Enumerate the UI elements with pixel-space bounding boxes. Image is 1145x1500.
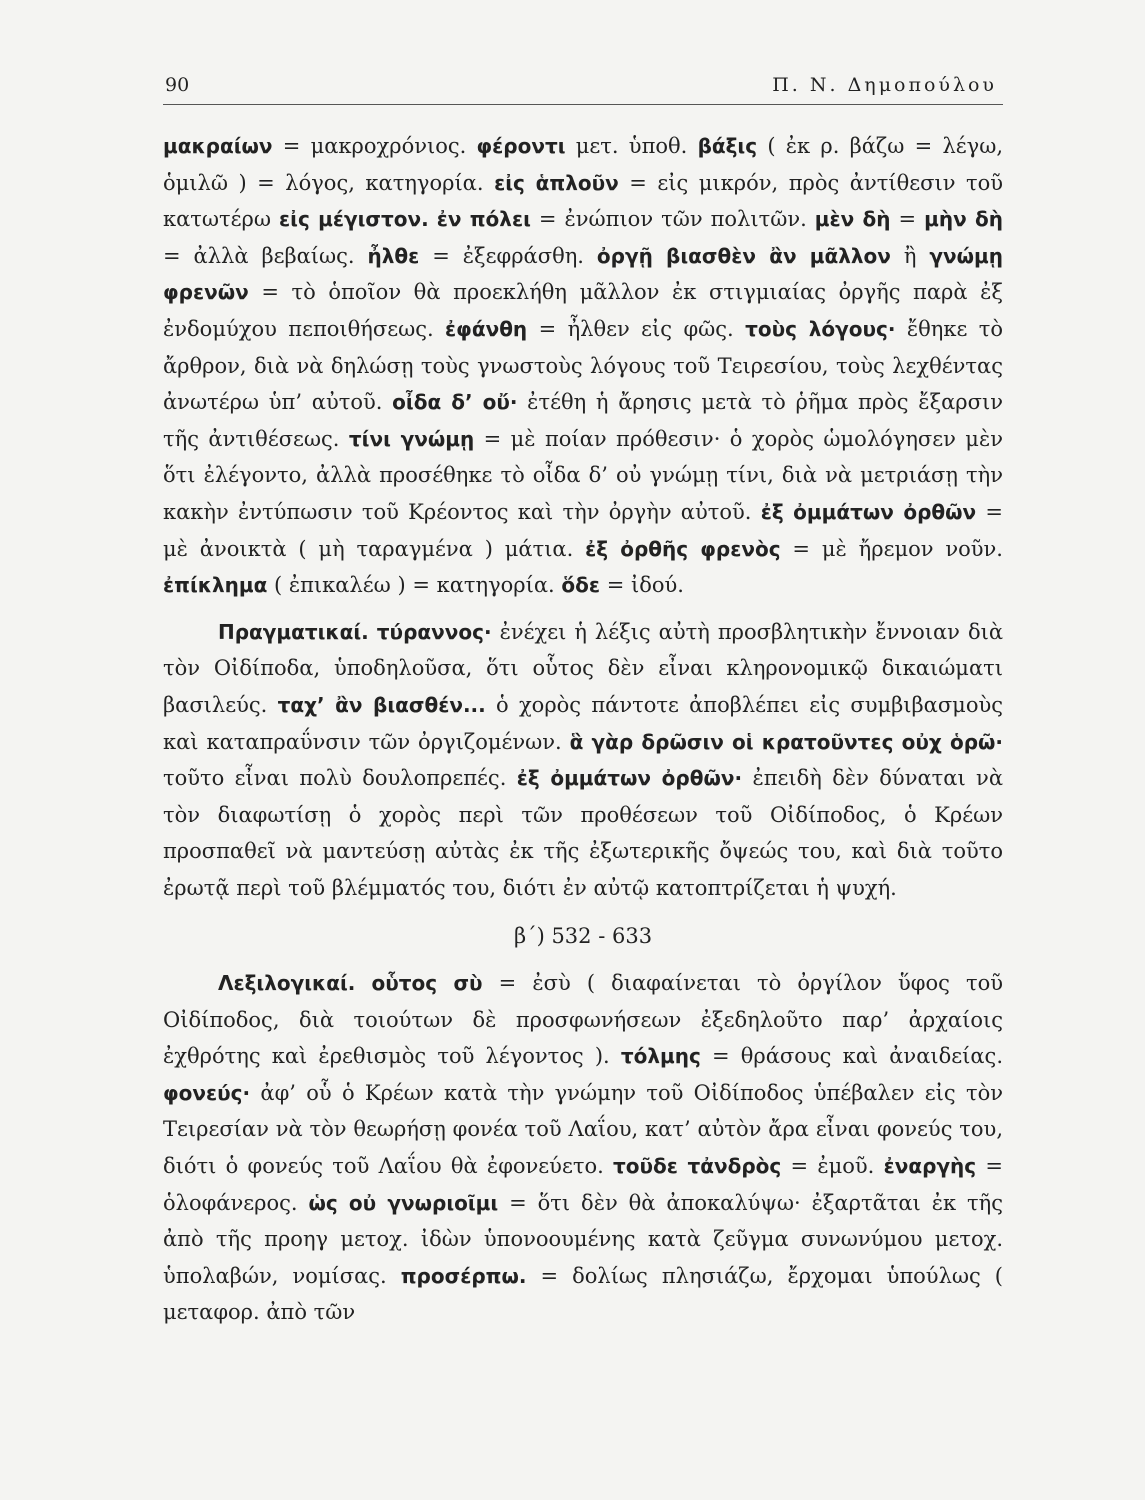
lemma: οἶδα δ’ οὔ·	[392, 390, 518, 415]
lemma: ἐφάνθη	[445, 316, 528, 341]
lemma: ὡς οὐ γνωριοῖμι	[308, 1190, 499, 1215]
lemma: ἃ γὰρ δρῶσιν οἱ κρατοῦντες οὐχ ὁρῶ·	[569, 729, 1003, 754]
lemma: προσέρπω.	[400, 1263, 527, 1288]
lemma: τύραννος·	[376, 619, 492, 644]
lemma: οὗτος σὺ	[371, 971, 483, 996]
lemma: ἐξ ὀμμάτων ὀρθῶν	[760, 499, 977, 524]
lemma: τίνι γνώμῃ	[348, 426, 475, 451]
lemma: τοῦδε τἀνδρὸς	[613, 1154, 782, 1179]
lemma: φέροντι	[476, 134, 566, 158]
lemma: ὅδε	[561, 573, 601, 598]
lemma: τόλμης	[620, 1044, 701, 1069]
lemma: φονεύς·	[163, 1080, 251, 1105]
page-number: 90	[165, 74, 190, 96]
lemma: εἰς μέγιστον.	[279, 207, 429, 232]
paragraph-glossary-1: μακραίων = μακροχρόνιος. φέροντι μετ. ὑποθ. βάξις ( ἐκ ρ. βάζω = λέγω, ὁμιλῶ ) = λόγος, κατηγορία. εἰς ἁπλοῦν = εἰς μικρόν, πρὸς ἀντίθεσιν τοῦ κατωτέρω εἰς μέγιστον. ἐν πόλει = ἐνώπιον τῶν πολιτῶν. μὲν δὴ = μὴν δὴ = ἀλλὰ βεβαίως. ἦλθε = ἐξεφράσθη. ὀργῇ βιασθὲν ἂν μᾶλλον ἢ γνώμῃ φρενῶν = τὸ ὁποῖον θὰ προεκλήθη μᾶλλον ἐκ στιγμιαίας ὀργῆς παρὰ ἐξ ἐνδομύχου πεποιθήσεως. ἐφάνθη = ἦλθεν εἰς φῶς. τοὺς λόγους· ἔθηκε τὸ ἄρθρον, διὰ νὰ δηλώσῃ τοὺς γνωστοὺς λόγους τοῦ Τειρεσίου, τοὺς λεχθέντας ἀνωτέρω ὑπ’ αὐτοῦ. οἶδα δ’ οὔ· ἐτέθη ἡ ἄρησις μετὰ τὸ ῥῆμα πρὸς ἔξαρσιν τῆς ἀντιθέσεως. τίνι γνώμῃ = μὲ ποίαν πρόθεσιν· ὁ χορὸς ὡμολόγησεν μὲν ὅτι ἐλέγοντο, ἀλλὰ προσέθηκε τὸ οἶδα δ’ οὐ γνώμῃ τίνι, διὰ νὰ μετριάσῃ τὴν κακὴν ἐντύπωσιν τοῦ Κρέοντος καὶ τὴν ὀργὴν αὐτοῦ. ἐξ ὀμμάτων ὀρθῶν = μὲ ἀνοικτὰ ( μὴ ταραγμένα ) μάτια. ἐξ ὀρθῆς φρενὸς = μὲ ἤρεμον νοῦν. ἐπίκλημα ( ἐπικαλέω ) = κατηγορία. ὅδε = ἰδού.	[163, 134, 1003, 598]
lemma: ἐν πόλει	[436, 207, 531, 232]
lemma: βάξις	[697, 134, 758, 158]
lemma: μὴν δὴ	[924, 207, 1003, 232]
lemma: ἐναργὴς	[883, 1154, 977, 1179]
paragraph-realia: Πραγματικαί. τύραννος· ἐνέχει ἡ λέξις αὐτὴ προσβλητικὴν ἔννοιαν διὰ τὸν Οἰδίποδα, ὑποδηλοῦσα, ὅτι οὗτος δὲν εἶναι κληρονομικῷ δικαιώματι βασιλεύς. ταχ’ ἂν βιασθέν... ὁ χορὸς πάντοτε ἀποβλέπει εἰς συμβιβασμοὺς καὶ καταπραΰνσιν τῶν ὀργιζομένων. ἃ γὰρ δρῶσιν οἱ κρατοῦντες οὐχ ὁρῶ· τοῦτο εἶναι πολὺ δουλοπρεπές. ἐξ ὀμμάτων ὀρθῶν· ἐπειδὴ δὲν δύναται νὰ τὸν διαφωτίσῃ ὁ χορὸς περὶ τῶν προθέσεων τοῦ Οἰδίποδος, ὁ Κρέων προσπαθεῖ νὰ μαντεύσῃ αὐτὰς ἐκ τῆς ἐξωτερικῆς ὄψεώς του, καὶ διὰ τοῦτο ἐρωτᾷ περὶ τοῦ βλέμματός του, διότι ἐν αὐτῷ κατοπτρίζεται ἡ ψυχή.	[163, 619, 1003, 900]
lemma: ἦλθε	[367, 243, 420, 268]
running-head-author: Π. Ν. Δημοπούλου	[772, 74, 997, 96]
lemma: ταχ’ ἂν βιασθέν...	[277, 692, 486, 717]
lemma: μακραίων	[163, 134, 273, 158]
lemma: γνώμῃ φρενῶν	[163, 243, 1003, 305]
page-body	[163, 128, 1003, 1331]
lemma: Λεξιλογικαί.	[218, 971, 356, 996]
lemma: τοὺς λόγους·	[745, 316, 896, 341]
lemma: εἰς ἁπλοῦν	[494, 170, 619, 195]
section-title: β΄) 532 - 633	[513, 924, 653, 949]
lemma: ἐξ ὀρθῆς φρενὸς	[585, 536, 781, 561]
lemma: μὲν δὴ	[814, 207, 891, 232]
lemma: ἐπίκλημα	[163, 573, 268, 598]
lemma: ὀργῇ βιασθὲν ἂν μᾶλλον	[596, 243, 891, 268]
paragraph-glossary-2: Λεξιλογικαί. οὗτος σὺ = ἐσὺ ( διαφαίνεται τὸ ὀργίλον ὕφος τοῦ Οἰδίποδος, διὰ τοιούτων δὲ προσφωνήσεων ἐξεδηλοῦτο παρ’ ἀρχαίοις ἐχθρότης καὶ ἐρεθισμὸς τοῦ λέγοντος ). τόλμης = θράσους καὶ ἀναιδείας. φονεύς· ἀφ’ οὗ ὁ Κρέων κατὰ τὴν γνώμην τοῦ Οἰδίποδος ὑπέβαλεν εἰς τὸν Τειρεσίαν νὰ τὸν θεωρήσῃ φονέα τοῦ Λαΐου, κατ’ αὐτὸν ἄρα εἶναι φονεύς του, διότι ὁ φονεύς τοῦ Λαΐου θὰ ἐφονεύετο. τοῦδε τἀνδρὸς = ἐμοῦ. ἐναργὴς = ὁλοφάνερος. ὡς οὐ γνωριοῖμι = ὅτι δὲν θὰ ἀποκαλύψω· ἐξαρτᾶται ἐκ τῆς ἀπὸ τῆς προηγ μετοχ. ἰδὼν ὑπονοουμένης κατὰ ζεῦγμα συνωνύμου μετοχ. ὑπολαβών, νομίσας. προσέρπω. = δολίως πλησιάζω, ἔρχομαι ὑπούλως ( μεταφορ. ἀπὸ τῶν	[163, 971, 1004, 1325]
lemma: Πραγματικαί.	[218, 619, 369, 644]
lemma: ἐξ ὀμμάτων ὀρθῶν·	[516, 766, 743, 791]
page-header	[163, 70, 1003, 105]
